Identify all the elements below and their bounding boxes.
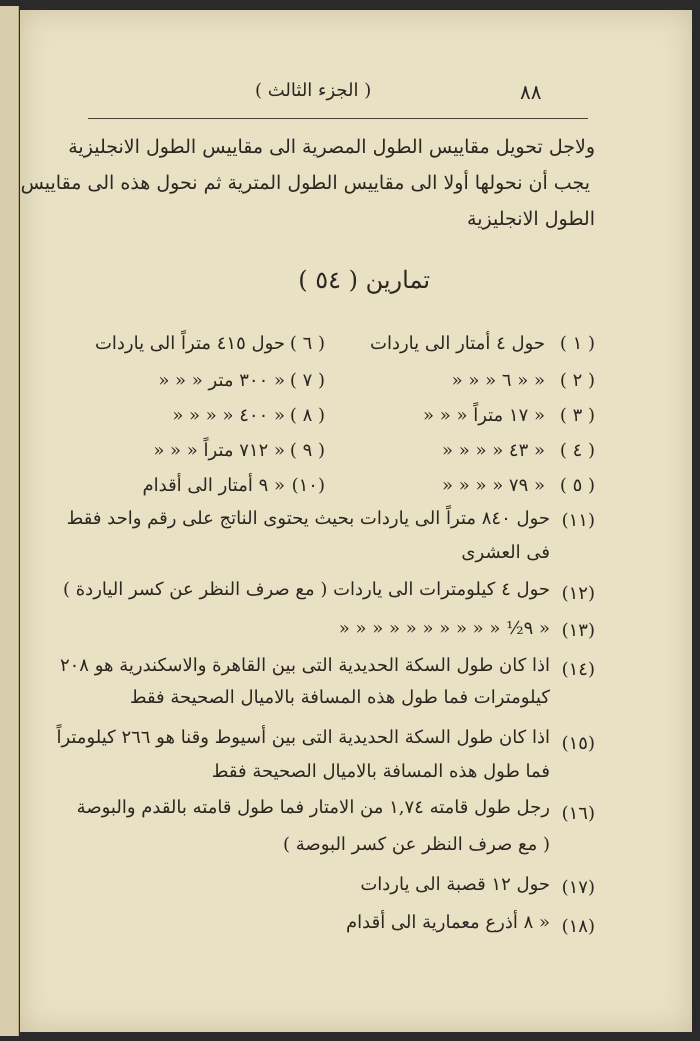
item-text-cont: فما طول هذه المسافة بالاميال الصحيحة فقط	[211, 761, 550, 782]
item-text-cont: فى العشرى	[461, 542, 550, 563]
header-rule	[88, 118, 588, 119]
item-number: (١٣)	[561, 620, 595, 641]
item-text: حول ٨٤٠ متراً الى ياردات بحيث يحتوى الناتج على رقم واحد فقط	[66, 508, 550, 529]
item-number: (١٤)	[561, 659, 595, 680]
item-text: « ٩ أمتار الى أقدام	[142, 475, 285, 496]
item-text: « ٨ أذرع معمارية الى أقدام	[346, 912, 550, 933]
item-text: « ١٧ متراً « « «	[422, 405, 545, 426]
item-text: « ٧١٢ متراً « « «	[153, 440, 285, 461]
item-number: ( ١ )	[559, 333, 595, 354]
item-text: « ٤٠٠ « « « «	[172, 405, 285, 426]
item-text: « ٤٣ « « « «	[441, 440, 545, 461]
item-number: ( ٦ )	[289, 333, 325, 354]
item-text: « « ٦ « « «	[451, 370, 545, 391]
item-text: حول ٤ كيلومترات الى ياردات ( مع صرف النظر عن كسر الياردة )	[63, 579, 550, 600]
item-text: اذا كان طول السكة الحديدية التى بين القاهرة والاسكندرية هو ٢٠٨	[59, 655, 550, 676]
item-number: (١٠)	[291, 475, 325, 496]
item-number: (١٧)	[561, 877, 595, 898]
exercise-heading: تمارين ( ٥٤ )	[298, 266, 430, 294]
item-number: (١٦)	[561, 803, 595, 824]
page-number: ٨٨	[520, 80, 542, 104]
item-number: ( ٨ )	[289, 405, 325, 426]
item-number: (١٨)	[561, 916, 595, 937]
item-text: « ٩½ « « « « « « « « « «	[338, 618, 550, 639]
item-number: ( ٣ )	[559, 405, 595, 426]
item-text-cont: كيلومترات فما طول هذه المسافة بالاميال الصحيحة فقط	[129, 687, 550, 708]
book-gutter	[0, 6, 19, 1036]
running-head: ( الجزء الثالث )	[255, 80, 372, 101]
item-text: اذا كان طول السكة الحديدية التى بين أسيوط وقنا هو ٢٦٦ كيلومتراً	[56, 727, 550, 748]
item-number: ( ٤ )	[559, 440, 595, 461]
item-text: حول ٤١٥ متراً الى ياردات	[94, 333, 285, 354]
item-number: ( ٩ )	[289, 440, 325, 461]
item-number: ( ٢ )	[559, 370, 595, 391]
item-text: رجل طول قامته ١,٧٤ من الامتار فما طول قامته بالقدم والبوصة	[76, 797, 550, 818]
item-text: « ٣٠٠ متر « « «	[158, 370, 285, 391]
intro-line-1: ولاجل تحويل مقاييس الطول المصرية الى مقاييس الطول الانجليزية	[68, 136, 595, 158]
item-number: ( ٧ )	[289, 370, 325, 391]
item-text: حول ١٢ قصبة الى ياردات	[360, 874, 550, 895]
item-text-cont: ( مع صرف النظر عن كسر البوصة )	[283, 834, 550, 855]
item-number: ( ٥ )	[559, 475, 595, 496]
item-text: حول ٤ أمتار الى ياردات	[370, 333, 545, 354]
item-text: « ٧٩ « « « «	[441, 475, 545, 496]
item-number: (١١)	[561, 510, 595, 531]
intro-line-2: يجب أن نحولها أولا الى مقاييس الطول المترية ثم نحول هذه الى مقاييس	[20, 172, 590, 194]
item-number: (١٢)	[561, 583, 595, 604]
item-number: (١٥)	[561, 733, 595, 754]
intro-line-3: الطول الانجليزية	[467, 208, 595, 230]
